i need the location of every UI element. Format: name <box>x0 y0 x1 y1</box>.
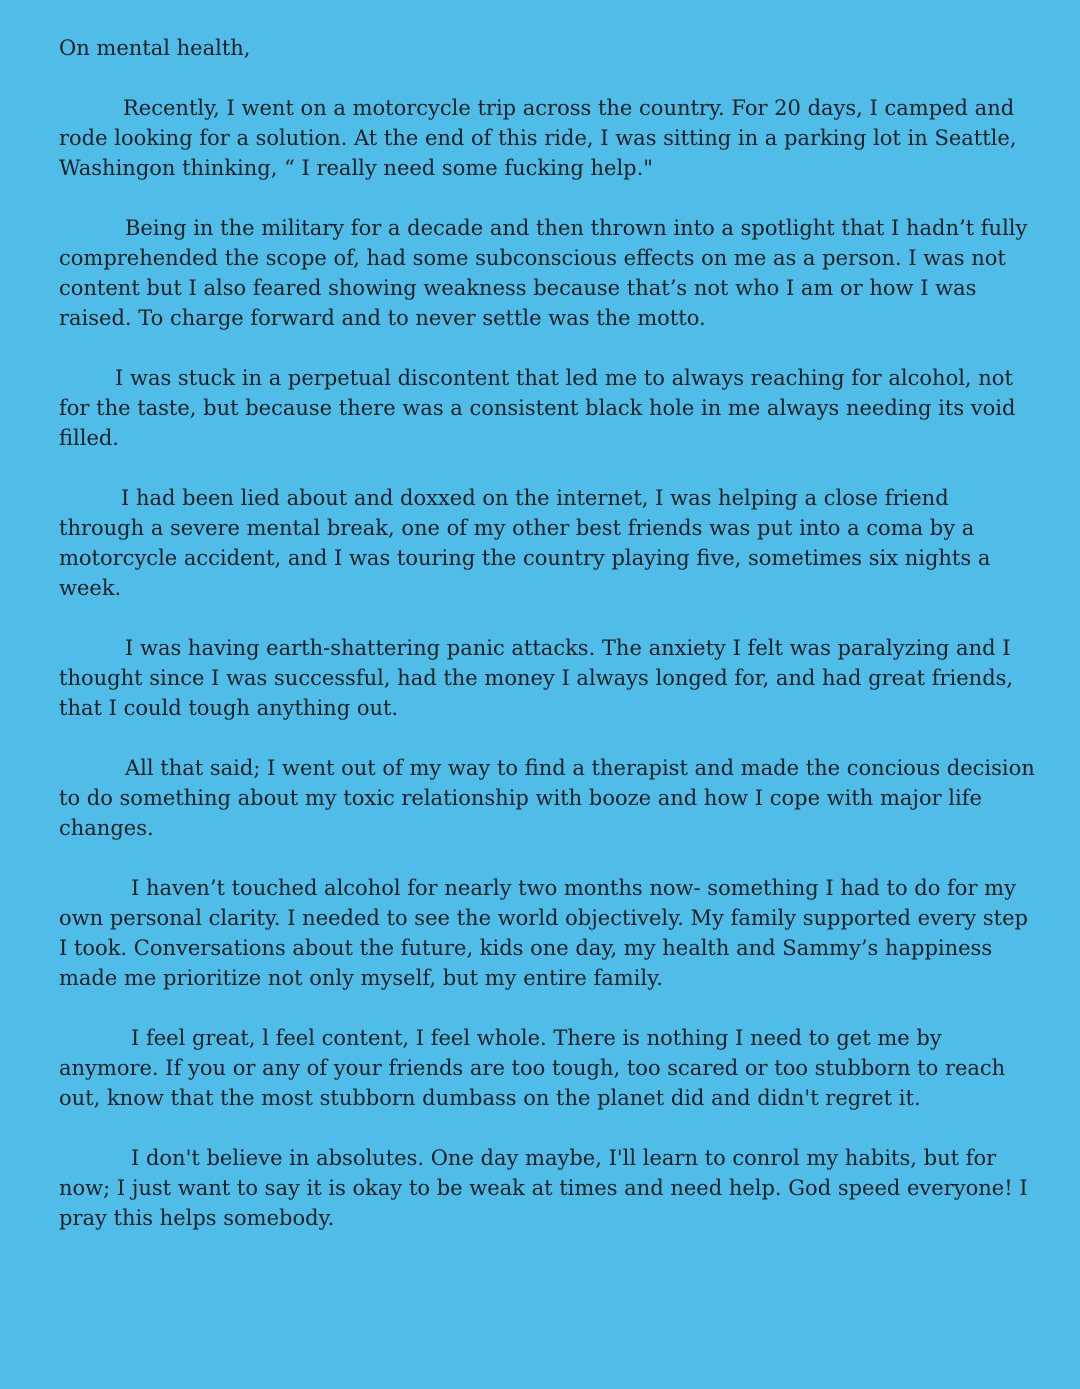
paragraph-discontent: I was stuck in a perpetual discontent that led me to always reaching for alcohol, not for the taste, but because there was a consistent black hole in me always needing its void filled. <box>59 366 1016 450</box>
paragraph-therapist: All that said; I went out of my way to find a therapist and made the concious decision to do something about my toxic relationship with booze and how I cope with major life changes. <box>59 756 1035 840</box>
salutation: On mental health, <box>59 36 251 60</box>
paragraph-closing: I don't believe in absolutes. One day maybe, I'll learn to conrol my habits, but for now; I just want to say it is okay to be weak at times and need help. God speed everyone! I pray this helps somebody. <box>59 1146 1028 1230</box>
paragraph-motorcycle-trip: Recently, I went on a motorcycle trip across the country. For 20 days, I camped and rode looking for a solution. At the end of this ride, I was sitting in a parking lot in Seattle, Washingon thinking, “ I really need some fucking help." <box>59 96 1017 180</box>
paragraph-military: Being in the military for a decade and then thrown into a spotlight that I hadn’t fully comprehended the scope of, had some subconscious effects on me as a person. I was not content but I also feared showing weakness because that’s not who I am or how I was raised. To charge forward and to never settle was the motto. <box>59 216 1028 330</box>
paragraph-feel-great: I feel great, l feel content, I feel whole. There is nothing I need to get me by anymore. If you or any of your friends are too tough, too scared or too stubborn to reach out, know that the most stubborn dumbass on the planet did and didn't regret it. <box>59 1026 1006 1110</box>
paragraph-hardships: I had been lied about and doxxed on the internet, I was helping a close friend through a severe mental break, one of my other best friends was put into a coma by a motorcycle accident, and I was touring the country playing five, sometimes six nights a week. <box>59 486 991 600</box>
paragraph-panic-attacks: I was having earth-shattering panic attacks. The anxiety I felt was paralyzing and I thought since I was successful, had the money I always longed for, and had great friends, that I could tough anything out. <box>59 636 1014 720</box>
paragraph-sobriety: I haven’t touched alcohol for nearly two months now- something I had to do for my own personal clarity. I needed to see the world objectively. My family supported every step I took. Conversations about the future, kids one day, my health and Sammy’s happiness made me prioritize not only myself, but my entire family. <box>59 876 1028 990</box>
